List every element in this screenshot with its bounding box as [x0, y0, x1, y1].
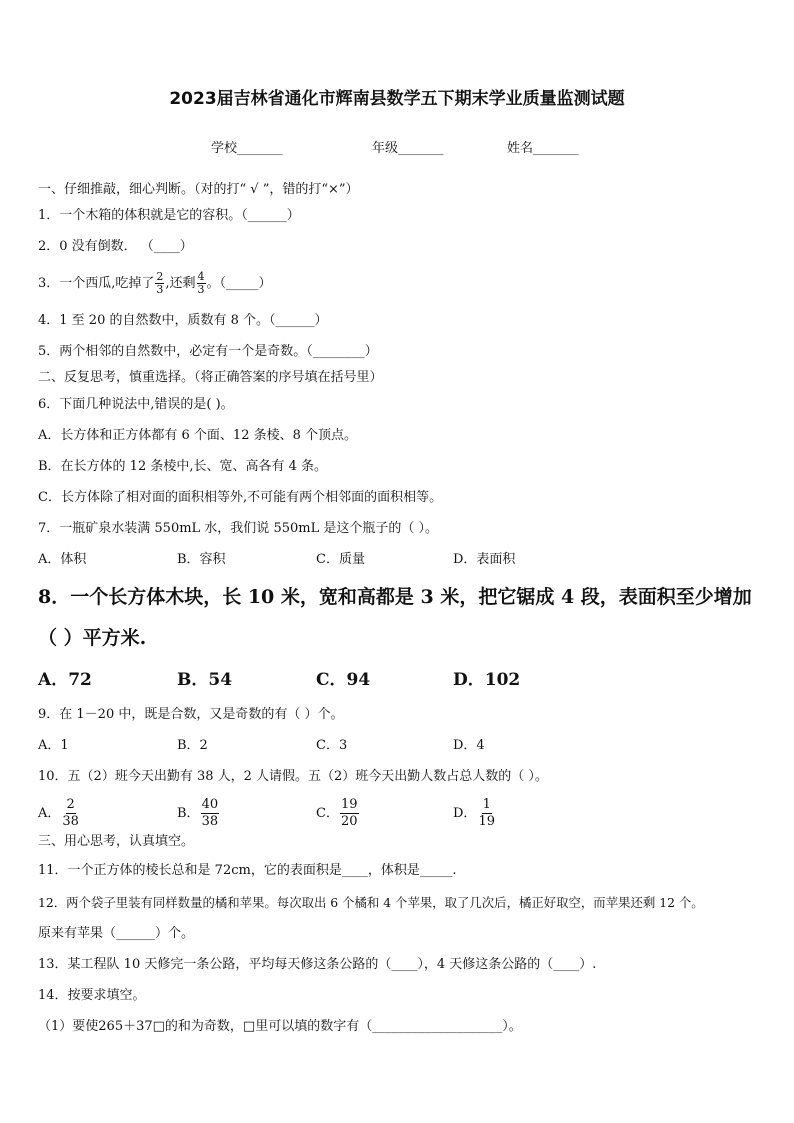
- question-2: 2．0 没有倒数． （____）: [38, 239, 193, 254]
- question-12-line1: 12．两个袋子里装有同样数量的橘和苹果。每次取出 6 个橘和 4 个苹果，取了几次后，橘正好取空，而苹果还剩 12 个。: [38, 895, 704, 910]
- question-6-option-c: C．长方体除了相对面的面积相等外,不可能有两个相邻面的面积相等。: [38, 490, 443, 505]
- question-3: [38, 270, 272, 298]
- question-14-stem: 14．按要求填空。: [38, 988, 146, 1003]
- question-10-stem: 10．五（2）班今天出勤有 38 人，2 人请假。五（2）班今天出勤人数占总人数的（ ）。: [38, 769, 548, 784]
- section-2-heading: 二、反复思考，慎重选择。（将正确答案的序号填在括号里）: [38, 370, 383, 385]
- question-3-text-post: 。（_____）: [206, 276, 272, 291]
- question-6-option-a: A．长方体和正方体都有 6 个面、12 条棱、8 个顶点。: [38, 428, 358, 443]
- fraction-two-thirds: $\frac{2}{3}$: [156, 270, 164, 296]
- question-13: 13．某工程队 10 天修完一条公路，平均每天修这条公路的（____），4 天修这条公路的（____）.: [38, 957, 597, 972]
- question-4: 4．1 至 20 的自然数中，质数有 8 个。（______）: [38, 313, 328, 328]
- question-10-option-a: A． $\frac{2}{38}$: [38, 797, 79, 829]
- fraction-a: $\frac{2}{38}$: [62, 797, 79, 829]
- question-3-text-mid: ,还剩: [165, 276, 196, 291]
- question-6-stem: 6．下面几种说法中,错误的是( )。: [38, 397, 234, 412]
- question-9-option-a: A．1: [38, 738, 69, 753]
- question-8-option-c: C．94: [316, 670, 371, 690]
- question-8-option-d: D．102: [453, 670, 521, 690]
- question-8-option-a: A．72: [38, 670, 92, 690]
- page-title: 2023届吉林省通化市辉南县数学五下期末学业质量监测试题: [169, 89, 625, 109]
- question-8-option-b: B．54: [177, 670, 233, 690]
- question-7-option-d: D．表面积: [453, 552, 516, 567]
- grade-field: 年级_______: [372, 141, 444, 156]
- question-8-stem-line1: 8．一个长方体木块，长 10 米，宽和高都是 3 米，把它锯成 4 段，表面积至少增加: [38, 586, 752, 608]
- question-12-line2: 原来有苹果（______）个。: [38, 926, 195, 941]
- section-1-heading: 一、仔细推敲，细心判断。（对的打“ √ ”，错的打“×”）: [38, 182, 359, 197]
- question-5: 5．两个相邻的自然数中，必定有一个是奇数。（________）: [38, 344, 378, 359]
- question-8-stem-line2: （ ）平方米.: [38, 627, 147, 649]
- question-9-option-b: B．2: [177, 738, 208, 753]
- fraction-d: $\frac{1}{19}$: [478, 797, 495, 829]
- question-3-text-pre: 3．一个西瓜,吃掉了: [38, 276, 155, 291]
- question-7-option-c: C．质量: [316, 552, 365, 567]
- question-9-option-c: C．3: [316, 738, 348, 753]
- question-7-option-b: B．容积: [177, 552, 226, 567]
- question-1: 1．一个木箱的体积就是它的容积。（______）: [38, 208, 300, 223]
- school-field: 学校_______: [211, 141, 283, 156]
- question-10-option-c: C． $\frac{19}{20}$: [316, 797, 358, 829]
- question-6-option-b: B．在长方体的 12 条棱中,长、宽、高各有 4 条。: [38, 459, 328, 474]
- question-7-stem: 7．一瓶矿泉水装满 550mL 水，我们说 550mL 是这个瓶子的（ ）。: [38, 521, 438, 536]
- question-9-stem: 9．在 1－20 中，既是合数，又是奇数的有（ ）个。: [38, 707, 344, 722]
- fraction-four-thirds: $\frac{4}{3}$: [197, 270, 205, 296]
- fraction-c: $\frac{19}{20}$: [340, 797, 358, 829]
- question-7-option-a: A．体积: [38, 552, 87, 567]
- question-11: 11．一个正方体的棱长总和是 72cm，它的表面积是____，体积是_____.: [38, 863, 457, 878]
- question-9-option-d: D．4: [453, 738, 485, 753]
- name-field: 姓名_______: [507, 141, 579, 156]
- fraction-b: $\frac{40}{38}$: [201, 797, 219, 829]
- question-10-option-b: B． $\frac{40}{38}$: [177, 797, 219, 829]
- question-14-sub-1: （1）要使265＋37□的和为奇数，□里可以填的数字有（____________________）。: [38, 1019, 522, 1034]
- section-3-heading: 三、用心思考，认真填空。: [38, 834, 195, 849]
- question-10-option-d: D． $\frac{1}{19}$: [453, 797, 495, 829]
